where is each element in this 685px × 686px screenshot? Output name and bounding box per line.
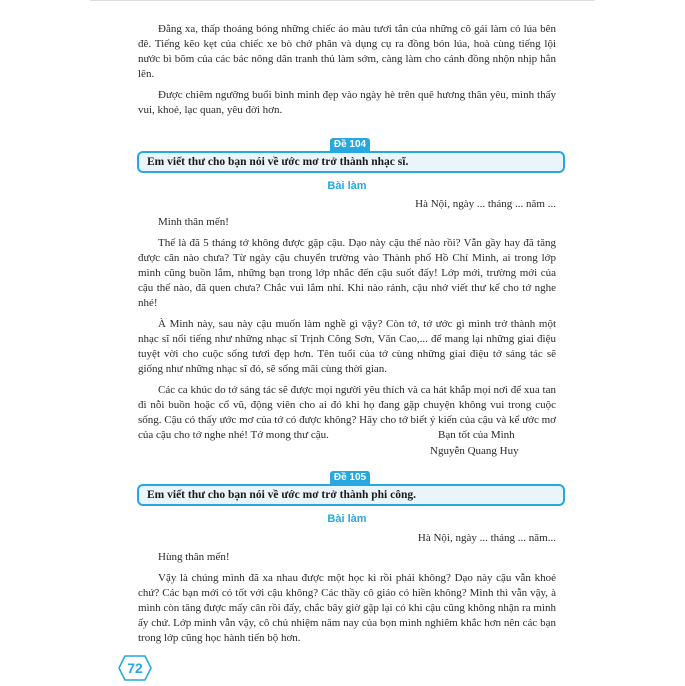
page-edge xyxy=(90,0,595,1)
date-line: Hà Nội, ngày ... tháng ... năm... xyxy=(417,532,556,544)
paragraph: Vậy là chúng mình đã xa nhau được một học kì rồi phải không? Dạo này cậu vẫn khoẻ chứ? Các bạn mới có tốt với cậu không? Các thầy cô giáo có hiền không? Mình thì vẫn vậy, à mình còn tăng được mấy cân rồi đấy, chắc bây giờ gặp lại có khi cậu cũng không nhận ra mình ấy chứ. Lớp mình vẫn vậy, cô chủ nhiệm năm nay của bọn mình nghiêm khắc hơn nên các bạn trong lớp cũng học hành tiến bộ hơn. xyxy=(138,572,556,644)
paragraph: Thế là đã 5 tháng tớ không được gặp cậu. Dạo này cậu thế nào rồi? Vẫn gầy hay đã tăng được cân nào chưa? Từ ngày cậu chuyển trường vào Thành phố Hồ Chí Minh, ai trong lớp mình cũng buồn lắm, những bạn trong lớp nhắc đến cậu suốt đấy! Lớp mới, trường mới của cậu thế nào, đã quen chưa? Chắc vui lắm nhỉ. Khi nào rảnh, cậu nhớ viết thư kể cho tớ nghe nhé! xyxy=(138,237,556,309)
signature: Nguyễn Quang Huy xyxy=(430,445,519,457)
greeting: Hùng thân mến! xyxy=(158,551,230,563)
exercise-prompt-105: Em viết thư cho bạn nói về ước mơ trở thành phi công. xyxy=(137,484,565,506)
paragraph: Đằng xa, thấp thoáng bóng những chiếc áo màu tươi tắn của những cô gái làm cỏ lúa bên đê. Tiếng kẽo kẹt của chiếc xe bò chở phân và dụng cụ ra đồng bón lúa, hoà cùng tiếng lội nước bì bõm của các bác nông dân tranh thủ làm sớm, càng làm cho cánh đồng nhộn nhịp hẳn lên. xyxy=(138,23,556,80)
letter-104 xyxy=(138,197,556,449)
letter-105 xyxy=(138,531,556,652)
greeting: Minh thân mến! xyxy=(158,216,229,228)
exercise-prompt-104: Em viết thư cho bạn nói về ước mơ trở thành nhạc sĩ. xyxy=(137,151,565,173)
paragraph: Được chiêm ngưỡng buổi bình minh đẹp vào ngày hè trên quê hương thân yêu, mình thấy vui, khoẻ, lạc quan, yêu đời hơn. xyxy=(138,89,556,116)
page-number xyxy=(118,655,152,681)
paragraph: À Minh này, sau này cậu muốn làm nghề gì vậy? Còn tớ, tớ ước gì mình trở thành một nhạc sĩ nổi tiếng như những nhạc sĩ Trịnh Công Sơn, Văn Cao,... để mang lại những giai điệu tuyệt vời cho cuộc sống tươi đẹp hơn. Tên tuổi của tớ cùng những giai điệu tớ sáng tác sẽ giống như những nhạc sĩ đó, sẽ sống mãi cùng thời gian. xyxy=(138,318,556,375)
page-number-text: 72 xyxy=(127,660,143,676)
exercise-badge-104: Đề 104 xyxy=(330,138,370,152)
letter-closing-104 xyxy=(430,427,519,459)
answer-heading-104: Bài làm xyxy=(327,180,367,192)
closing: Bạn tốt của Minh xyxy=(438,429,515,441)
answer-heading-105: Bài làm xyxy=(327,513,367,525)
intro-text xyxy=(138,22,556,124)
paragraph: Các ca khúc do tớ sáng tác sẽ được mọi người yêu thích và ca hát khắp mọi nơi để xua tan đi nỗi buồn hoặc cổ vũ, động viên cho ai đó khi họ đang gặp chuyện không vui trong cuộc sống. Cậu có thấy ước mơ của tớ có được không? Hãy cho tớ biết ý kiến của cậu và kể ước mơ của cậu cho tớ nghe nhé! Tớ mong thư cậu. xyxy=(138,384,556,441)
date-line: Hà Nội, ngày ... tháng ... năm ... xyxy=(415,198,556,210)
exercise-badge-105: Đề 105 xyxy=(330,471,370,485)
